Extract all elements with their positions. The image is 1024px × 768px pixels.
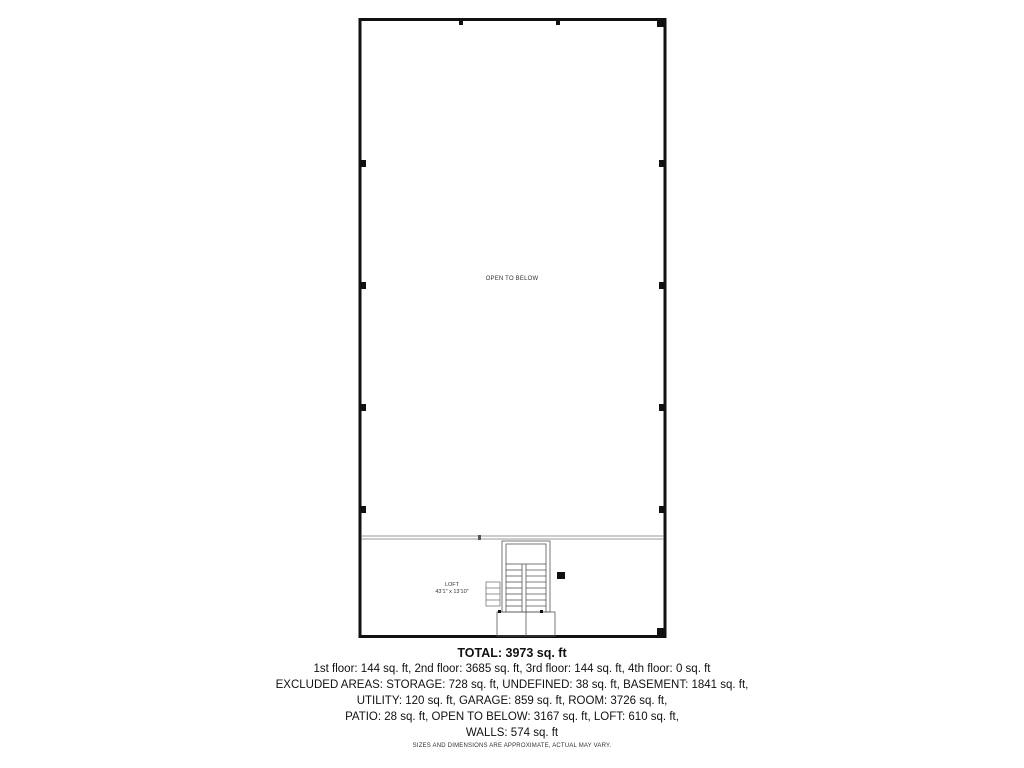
corner-post [657, 628, 666, 637]
summary-line: UTILITY: 120 sq. ft, GARAGE: 859 sq. ft, ROOM: 3726 sq. ft, [356, 695, 668, 707]
corner-post [657, 18, 666, 27]
staircase [497, 541, 555, 636]
summary-line: EXCLUDED AREAS: STORAGE: 728 sq. ft, UNDEFINED: 38 sq. ft, BASEMENT: 1841 sq. ft, [275, 679, 749, 691]
wall-columns [361, 19, 664, 513]
loft-dimensions: 43'1" x 13'10" [435, 589, 469, 596]
loft-label [412, 582, 492, 596]
summary-line: 1st floor: 144 sq. ft, 2nd floor: 3685 sq. ft, 3rd floor: 144 sq. ft, 4th floor: 0 sq. ft [313, 663, 711, 675]
loft-post [557, 572, 565, 579]
total-area: TOTAL: 3973 sq. ft [457, 646, 567, 660]
summary-line: WALLS: 574 sq. ft [465, 727, 559, 739]
summary-line: PATIO: 28 sq. ft, OPEN TO BELOW: 3167 sq. ft, LOFT: 610 sq. ft, [345, 711, 679, 723]
open-to-below-label: OPEN TO BELOW [485, 276, 539, 282]
area-summary [212, 645, 812, 741]
loft-name: LOFT [444, 582, 460, 588]
disclaimer: SIZES AND DIMENSIONS ARE APPROXIMATE, ACTUAL MAY VARY. [412, 743, 612, 749]
